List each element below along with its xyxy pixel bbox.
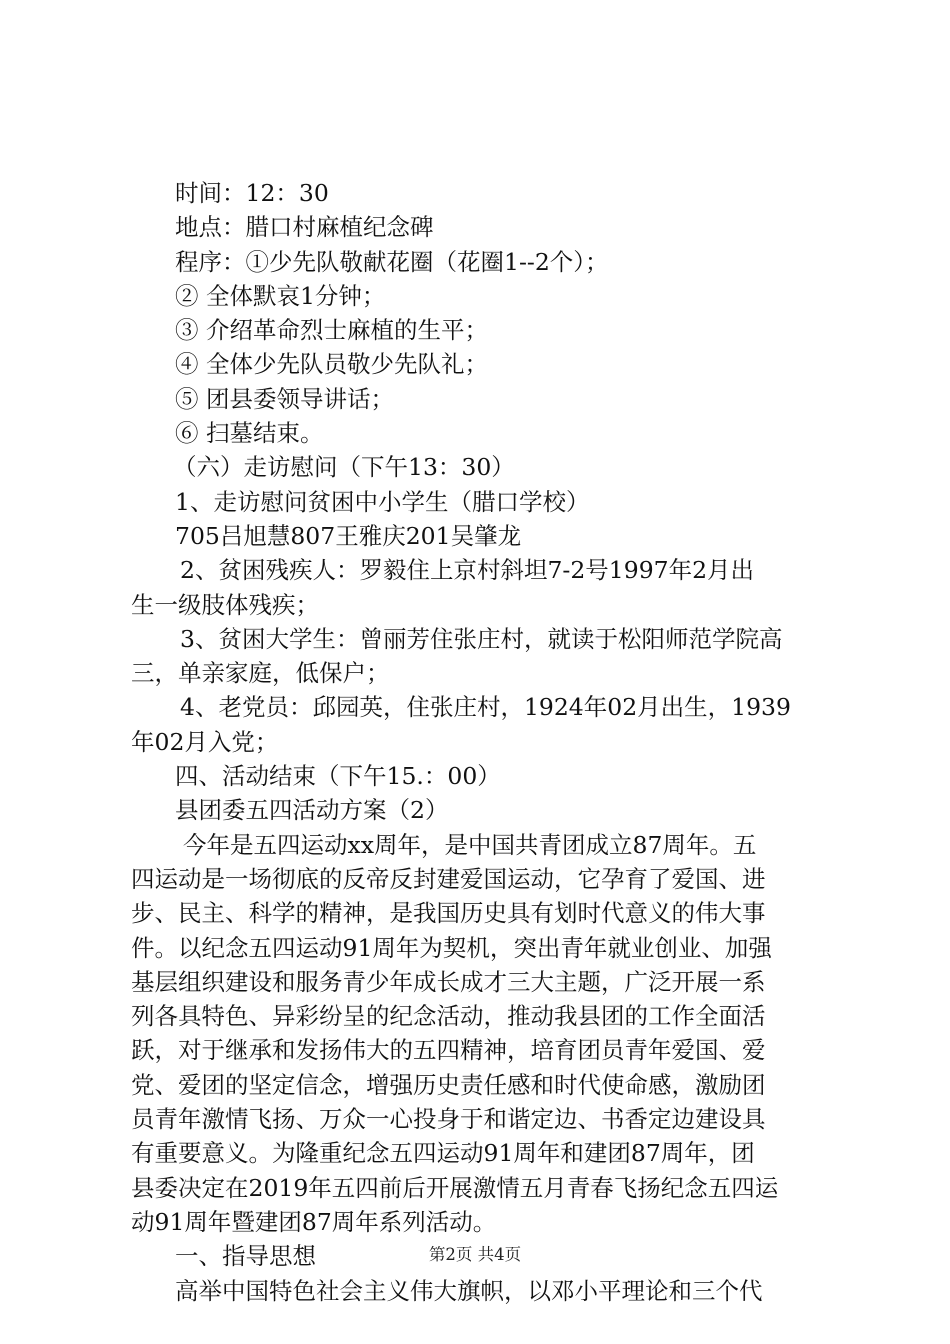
text-line-time: 时间：12：30 [175,179,329,207]
text-line-visit-2-cont: 生一级肢体残疾； [131,590,319,619]
page-footer: 第2页 共4页 [428,1245,522,1264]
paragraph-line: 四运动是一场彻底的反帝反封建爱国运动，它孕育了爱国、进 [131,864,766,893]
paragraph-line: 基层组织建设和服务青少年成长成才三大主题，广泛开展一系 [131,967,766,996]
text-line-visit-names: 705吕旭慧807王雅庆201吴肇龙 [175,521,522,550]
paragraph-line: 有重要意义。为隆重纪念五四运动91周年和建团87周年，团 [131,1139,755,1168]
paragraph-line: 党、爱团的坚定信念，增强历史责任感和时代使命感，激励团 [131,1070,766,1099]
text-line-visit-3-cont: 三，单亲家庭，低保户； [131,659,390,688]
paragraph-line: 动91周年暨建团87周年系列活动。 [131,1207,497,1236]
text-line-step-4: ④ 全体少先队员敬少先队礼； [175,350,488,379]
text-line-step-2: ② 全体默哀1分钟； [175,281,386,310]
section-heading-end: 四、活动结束（下午15.：00） [175,762,501,791]
text-line-visit-3: 3、贫困大学生：曾丽芳住张庄村，就读于松阳师范学院高 [180,624,783,653]
document-subtitle: 县团委五四活动方案（2） [175,796,449,825]
document-body [131,176,831,1308]
text-line-visit-1: 1、走访慰问贫困中小学生（腊口学校） [175,487,590,516]
section-heading-guiding: 一、指导思想 [175,1242,316,1271]
paragraph-line: 跃，对于继承和发扬伟大的五四精神，培育团员青年爱国、爱 [131,1036,766,1065]
paragraph-line: 高举中国特色社会主义伟大旗帜，以邓小平理论和三个代 [175,1276,763,1305]
text-line-step-5: ⑤ 团县委领导讲话； [175,384,394,413]
paragraph-line: 今年是五四运动xx周年，是中国共青团成立87周年。五 [183,830,757,859]
text-line-visit-4: 4、老党员：邱园英，住张庄村，1924年02月出生，1939 [180,693,791,722]
text-line-visit-2: 2、贫困残疾人：罗毅住上京村斜坦7-2号1997年2月出 [180,556,755,585]
text-line-step-6: ⑥ 扫墓结束。 [175,419,324,448]
paragraph-line: 县委决定在2019年五四前后开展激情五月青春飞扬纪念五四运 [131,1173,779,1202]
section-heading-visit: （六）走访慰问（下午13：30） [173,453,515,482]
text-line-location: 地点：腊口村麻植纪念碑 [175,213,434,242]
paragraph-line: 件。以纪念五四运动91周年为契机，突出青年就业创业、加强 [131,933,772,962]
paragraph-line: 员青年激情飞扬、万众一心投身于和谐定边、书香定边建设具 [131,1105,766,1134]
text-line-step-3: ③ 介绍革命烈士麻植的生平； [175,316,488,345]
text-line-program: 程序：①少先队敬献花圈（花圈1--2个）； [175,247,609,276]
paragraph-line: 列各具特色、异彩纷呈的纪念活动，推动我县团的工作全面活 [131,1002,766,1031]
text-line-visit-4-cont: 年02月入党； [131,727,279,756]
paragraph-line: 步、民主、科学的精神，是我国历史具有划时代意义的伟大事 [131,899,766,928]
